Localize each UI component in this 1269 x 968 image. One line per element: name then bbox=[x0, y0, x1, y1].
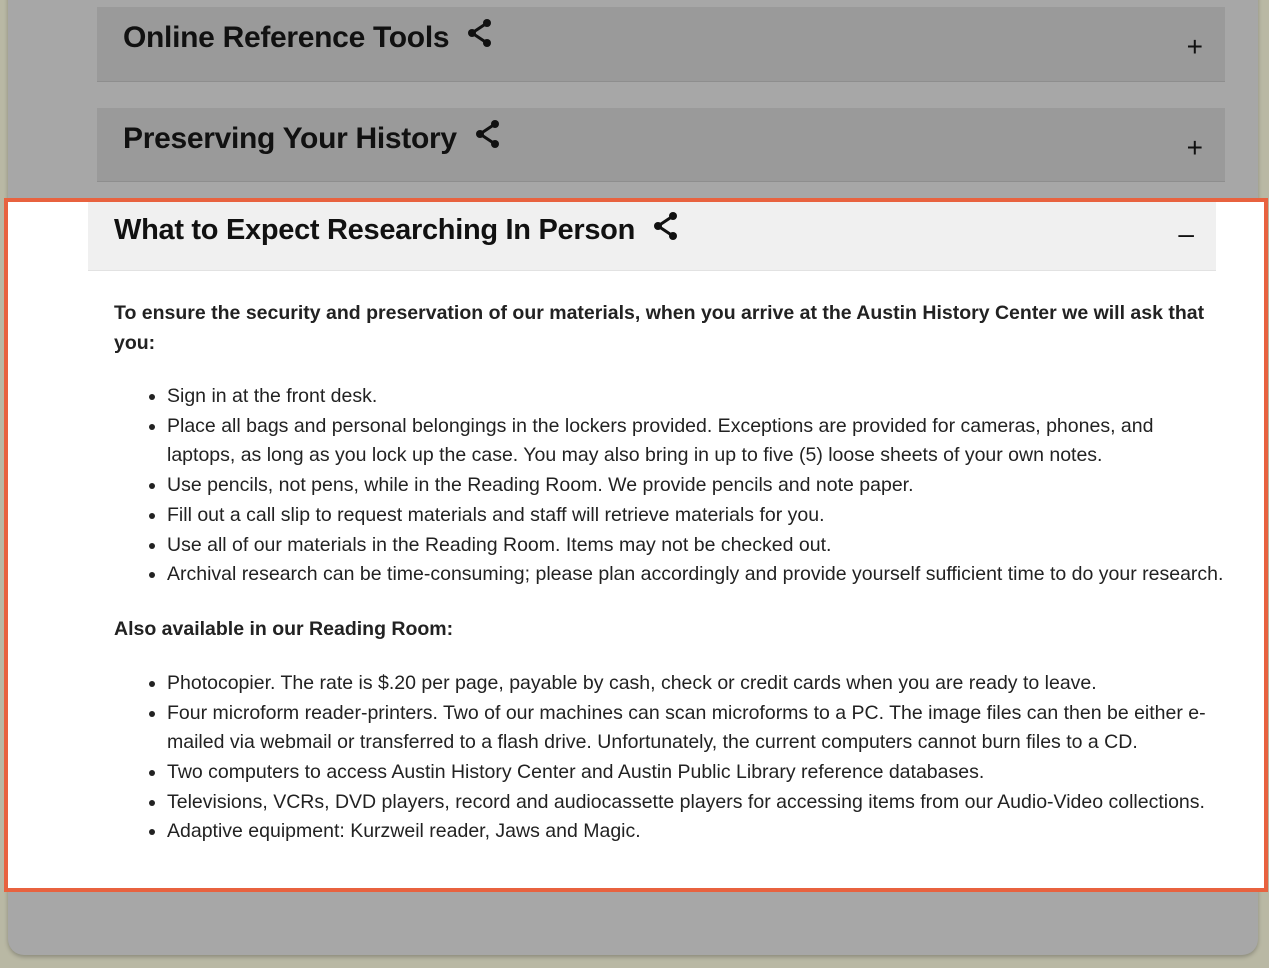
accordion-preserving-your-history[interactable] bbox=[97, 108, 1225, 182]
plus-icon[interactable]: + bbox=[1186, 31, 1203, 62]
highlighted-accordion-panel bbox=[4, 198, 1268, 892]
share-icon[interactable] bbox=[475, 119, 501, 157]
accordion-title-text: What to Expect Researching In Person bbox=[114, 214, 635, 246]
section-subheading: Also available in our Reading Room: bbox=[114, 617, 454, 640]
accordion-what-to-expect[interactable] bbox=[88, 202, 1216, 271]
accordion-title-text: Preserving Your History bbox=[123, 122, 457, 155]
list-item: • Sign in at the front desk. bbox=[167, 382, 1224, 412]
list-item: • Use all of our materials in the Reading Room. Items may not be checked out. bbox=[167, 531, 1224, 561]
accordion-title bbox=[123, 21, 493, 56]
list-item: • Four microform reader-printers. Two of our machines can scan microforms to a PC. The image files can then be either e-mailed via webmail or transferred to a flash drive. Unfortunately, the current computers cannot burn files to a CD. bbox=[167, 699, 1224, 758]
list-item: • Use pencils, not pens, while in the Reading Room. We provide pencils and note paper. bbox=[167, 471, 1224, 501]
list-item: • Archival research can be time-consuming; please plan accordingly and provide yourself sufficient time to do your research. bbox=[167, 560, 1224, 590]
accordion-title bbox=[114, 214, 679, 249]
list-item: • Two computers to access Austin History Center and Austin Public Library reference databases. bbox=[167, 758, 1224, 788]
minus-icon[interactable]: – bbox=[1178, 218, 1194, 249]
share-icon[interactable] bbox=[653, 211, 679, 249]
share-icon[interactable] bbox=[467, 18, 493, 56]
list-item: • Photocopier. The rate is $.20 per page, payable by cash, check or credit cards when you are ready to leave. bbox=[167, 669, 1224, 699]
list-item: • Adaptive equipment: Kurzweil reader, Jaws and Magic. bbox=[167, 817, 1224, 847]
rules-list bbox=[114, 382, 1224, 590]
accordion-title bbox=[123, 122, 501, 157]
plus-icon[interactable]: + bbox=[1186, 132, 1203, 163]
accordion-panel-content bbox=[114, 298, 1224, 875]
amenities-list bbox=[114, 669, 1224, 847]
intro-text: To ensure the security and preservation of our materials, when you arrive at the Austin History Center we will ask that you: bbox=[114, 302, 1205, 354]
list-item: • Place all bags and personal belongings in the lockers provided. Exceptions are provided for cameras, phones, and laptops, as long as you lock up the case. You may also bring in up to five (5) loose sheets of your own notes. bbox=[167, 412, 1224, 471]
accordion-title-text: Online Reference Tools bbox=[123, 21, 450, 54]
accordion-online-reference-tools[interactable] bbox=[97, 7, 1225, 82]
list-item: • Fill out a call slip to request materials and staff will retrieve materials for you. bbox=[167, 501, 1224, 531]
list-item: • Televisions, VCRs, DVD players, record and audiocassette players for accessing items from our Audio-Video collections. bbox=[167, 788, 1224, 818]
